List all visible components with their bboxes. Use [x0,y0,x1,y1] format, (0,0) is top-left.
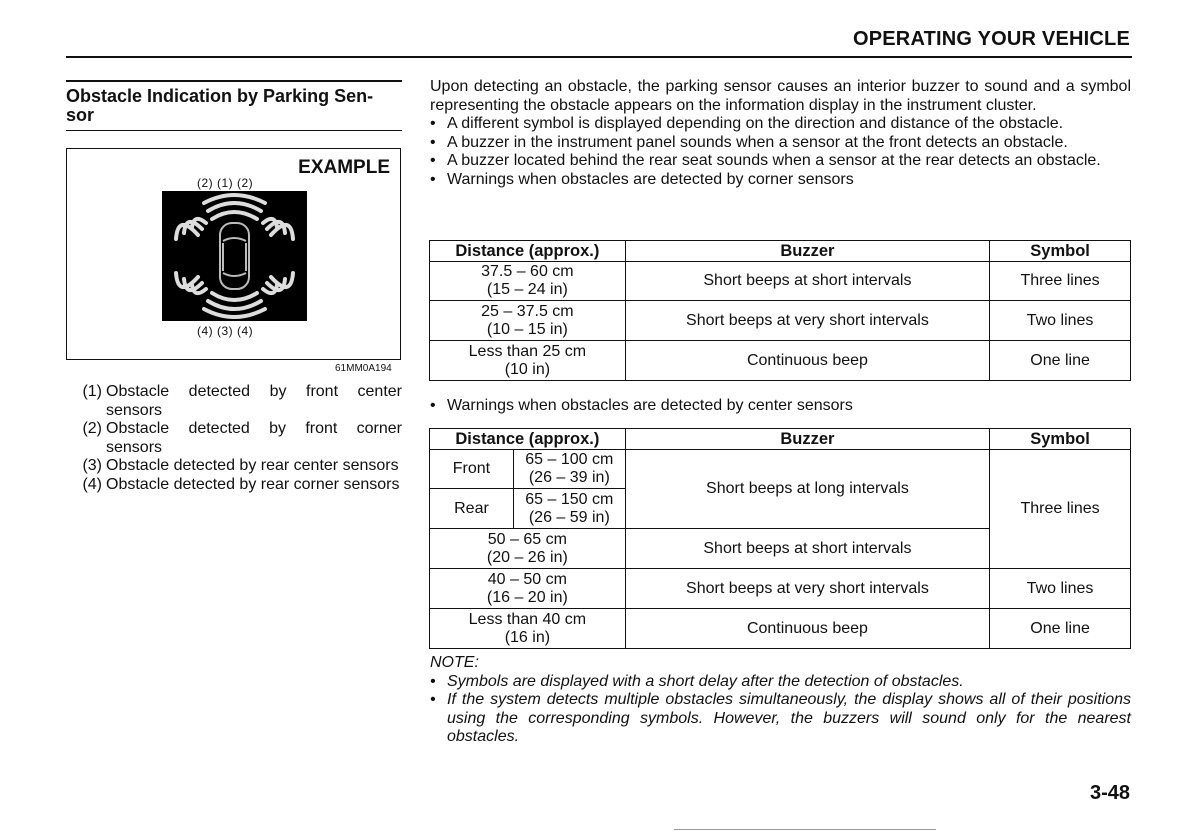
bullet-icon: • [430,672,436,690]
buzzer-cell: Short beeps at short intervals [625,262,989,301]
figure-code: 61MM0A194 [335,363,392,374]
column-header: Symbol [990,429,1131,450]
section-title: Obstacle Indication by Parking Sen- sor [66,86,374,125]
header-rule [66,56,1132,58]
column-header: Symbol [990,241,1131,262]
bullet-icon: • [430,397,436,414]
buzzer-cell: Short beeps at long intervals [625,450,989,529]
distance-cell: Less than 25 cm (10 in) [430,341,626,381]
buzzer-cell: Short beeps at very short intervals [625,301,989,341]
table-row [430,450,1131,489]
symbol-cell: Three lines [990,262,1131,301]
bullet-icon: • [430,115,436,132]
distance-cell: 25 – 37.5 cm (10 – 15 in) [430,301,626,341]
figure-bottom-labels: (4) (3) (4) [197,324,254,338]
intro-section [430,78,1131,189]
example-figure [66,148,401,360]
legend-item: (3) Obstacle detected by rear center sensors [82,457,399,474]
bullet-icon: • [430,170,436,188]
distance-cell: 40 – 50 cm (16 – 20 in) [430,569,626,609]
intro-bullet: • A buzzer in the instrument panel sounds when a sensor at the front detects an obstacle. [430,133,1068,151]
page-header-title: OPERATING YOUR VEHICLE [852,28,1130,50]
example-label: EXAMPLE [298,157,390,178]
buzzer-cell: Continuous beep [625,609,989,649]
table-row [430,301,1131,341]
sensor-display-panel [162,191,307,321]
center-sensor-table [429,428,1131,649]
column-header: Buzzer [625,429,989,450]
car-obstacle-icon [162,191,307,321]
table-header-row [430,429,1131,450]
intro-bullet: • A different symbol is displayed depending on the direction and distance of the obstacle. [430,115,1064,132]
intro-paragraph: Upon detecting an obstacle, the parking sensor causes an interior buzzer to sound and a symbol representing the obstacle appears on the information display in the instrument cluster. [430,78,1131,114]
note-bullet: • If the system detects multiple obstacles simultaneously, the display shows all of their positions using the corresponding symbols. However, the buzzers will sound only for the nearest obstacles. [430,691,1131,745]
footer-rule [674,829,936,830]
table-row [430,341,1131,381]
symbol-cell: One line [990,341,1131,381]
bullet-icon: • [430,691,436,708]
bullet-icon: • [430,133,436,151]
bullet-icon: • [430,152,436,169]
symbol-cell: Two lines [990,569,1131,609]
note-label: NOTE: [430,654,479,671]
direction-cell: Rear [430,489,514,529]
buzzer-cell: Short beeps at short intervals [625,529,989,569]
center-sensor-bullet: • Warnings when obstacles are detected by center sensors [430,397,853,414]
distance-cell: Less than 40 cm (16 in) [430,609,626,649]
direction-cell: Front [430,450,514,489]
column-header: Distance (approx.) [430,429,626,450]
page-number: 3-48 [1089,782,1130,804]
table-row [430,609,1131,649]
column-header: Buzzer [625,241,989,262]
note-section [430,654,1131,747]
table-row [430,262,1131,301]
distance-cell: 50 – 65 cm (20 – 26 in) [430,529,626,569]
intro-bullet: • Warnings when obstacles are detected by corner sensors [430,170,854,188]
section-rule-top [66,80,402,82]
intro-bullet: • A buzzer located behind the rear seat sounds when a sensor at the rear detects an obstacle. [430,152,1101,169]
symbol-cell: Two lines [990,301,1131,341]
table-header-row [430,241,1131,262]
buzzer-cell: Continuous beep [625,341,989,381]
symbol-cell: One line [990,609,1131,649]
distance-cell: 65 – 100 cm (26 – 39 in) [513,450,625,489]
distance-cell: 65 – 150 cm (26 – 59 in) [513,489,625,529]
figure-legend [66,383,402,494]
column-header: Distance (approx.) [430,241,626,262]
distance-cell: 37.5 – 60 cm (15 – 24 in) [430,262,626,301]
legend-item: (4) Obstacle detected by rear corner sensors [82,475,400,493]
legend-item: (2) Obstacle detected by front corner sensors [82,420,402,456]
figure-top-labels: (2) (1) (2) [197,176,254,190]
table-row [430,569,1131,609]
section-rule-bottom [66,130,402,131]
corner-sensor-table [429,240,1131,381]
buzzer-cell: Short beeps at very short intervals [625,569,989,609]
note-bullet: • Symbols are displayed with a short delay after the detection of obstacles. [430,672,964,690]
legend-item: (1) Obstacle detected by front center sensors [82,383,402,419]
symbol-cell: Three lines [990,450,1131,569]
